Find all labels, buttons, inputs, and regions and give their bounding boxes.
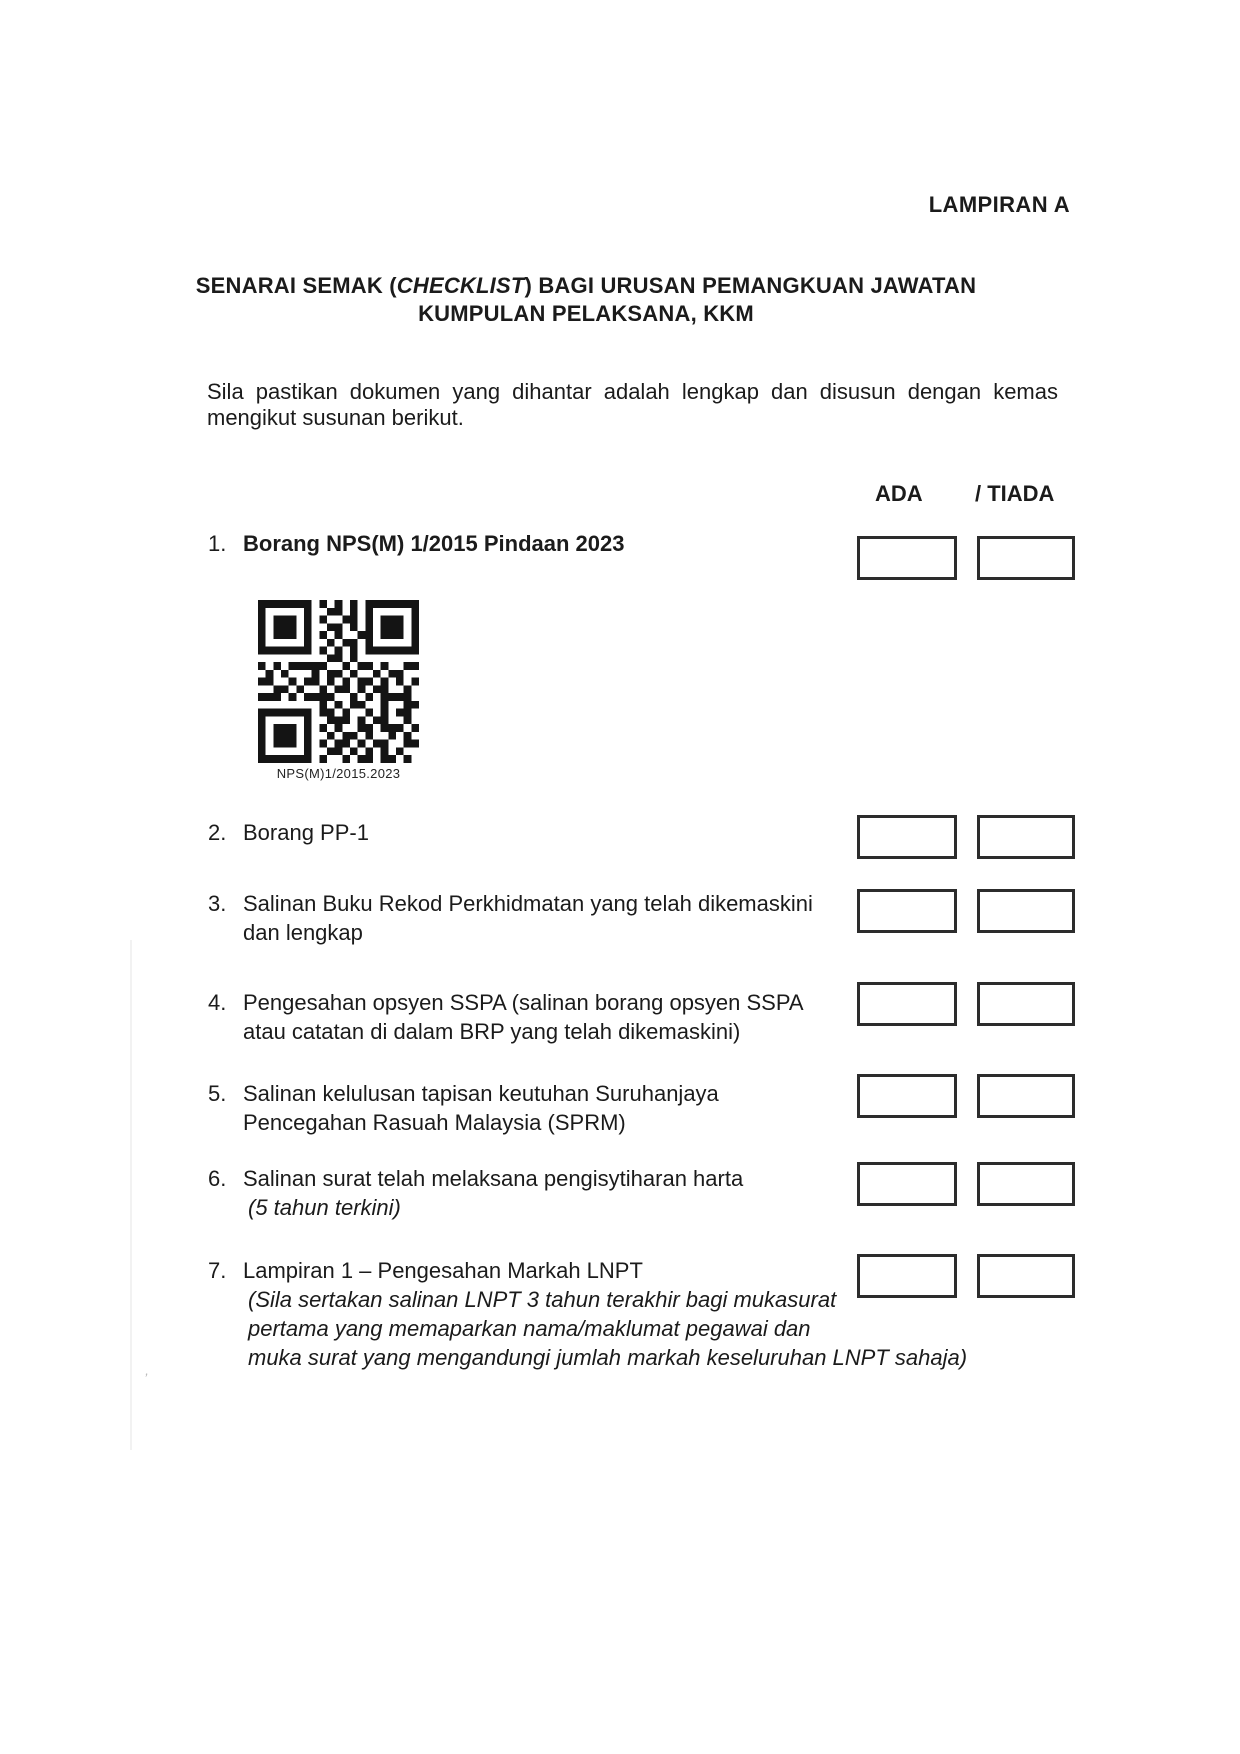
item-text: atau catatan di dalam BRP yang telah dikemaskini): [243, 1019, 741, 1044]
item-number: 4.: [208, 990, 227, 1015]
item-text: dan lengkap: [243, 920, 363, 945]
qr-code-container: [258, 600, 419, 763]
item-text: Borang PP-1: [243, 820, 369, 845]
checkbox-tiada-3[interactable]: [977, 889, 1075, 933]
checkbox-tiada-4[interactable]: [977, 982, 1075, 1026]
checklist-item-2: [208, 818, 369, 847]
item-note: muka surat yang mengandungi jumlah markah keseluruhan LNPT sahaja): [248, 1345, 968, 1370]
item-text: Salinan surat telah melaksana pengisytiharan harta: [243, 1166, 744, 1191]
checkbox-ada-4[interactable]: [857, 982, 957, 1026]
checklist-item-1: [208, 529, 624, 558]
checklist-item-4: [208, 988, 804, 1046]
item-number: 2.: [208, 820, 227, 845]
item-text: Salinan kelulusan tapisan keutuhan Suruhanjaya: [243, 1081, 719, 1106]
item-text: Salinan Buku Rekod Perkhidmatan yang telah dikemaskini: [243, 891, 813, 916]
intro-line-1: Sila pastikan dokumen yang dihantar adalah lengkap dan disusun dengan kemas: [207, 379, 1058, 404]
title-line-2: KUMPULAN PELAKSANA, KKM: [418, 301, 754, 326]
title-italic-word: CHECKLIST: [396, 273, 525, 298]
checklist-item-6: [208, 1164, 743, 1222]
intro-paragraph: [207, 379, 1058, 431]
checkbox-tiada-5[interactable]: [977, 1074, 1075, 1118]
checkbox-ada-6[interactable]: [857, 1162, 957, 1206]
title-line-1: SENARAI SEMAK (CHECKLIST) BAGI URUSAN PEMANGKUAN JAWATAN: [195, 273, 977, 298]
checkbox-ada-7[interactable]: [857, 1254, 957, 1298]
item-text: Pengesahan opsyen SSPA (salinan borang opsyen SSPA: [243, 990, 804, 1015]
column-header-tiada: / TIADA: [975, 481, 1055, 506]
checkbox-ada-2[interactable]: [857, 815, 957, 859]
item-note: pertama yang memaparkan nama/maklumat pegawai dan: [248, 1316, 811, 1341]
item-text: Borang NPS(M) 1/2015 Pindaan 2023: [243, 531, 625, 556]
item-number: 7.: [208, 1258, 227, 1283]
checklist-item-5: [208, 1079, 719, 1137]
item-number: 5.: [208, 1081, 227, 1106]
document-title: [186, 272, 986, 328]
column-header-ada: ADA: [875, 481, 923, 506]
checklist-item-7: [208, 1256, 967, 1372]
checkbox-tiada-7[interactable]: [977, 1254, 1075, 1298]
intro-line-2: mengikut susunan berikut.: [207, 405, 464, 430]
qr-caption: NPS(M)1/2015.2023: [276, 766, 401, 781]
item-note: (5 tahun terkini): [248, 1195, 401, 1220]
checklist-item-3: [208, 889, 813, 947]
item-note: (Sila sertakan salinan LNPT 3 tahun terakhir bagi mukasurat: [248, 1287, 837, 1312]
item-number: 3.: [208, 891, 227, 916]
item-text: Pencegahan Rasuah Malaysia (SPRM): [243, 1110, 626, 1135]
item-number: 6.: [208, 1166, 227, 1191]
corner-label: LAMPIRAN A: [928, 192, 1070, 217]
checkbox-tiada-2[interactable]: [977, 815, 1075, 859]
qr-code: [258, 600, 419, 763]
item-text: Lampiran 1 – Pengesahan Markah LNPT: [243, 1258, 643, 1283]
scan-artifact-mark: ‚: [144, 1361, 152, 1379]
checkbox-ada-1[interactable]: [857, 536, 957, 580]
checkbox-ada-3[interactable]: [857, 889, 957, 933]
item-number: 1.: [208, 531, 227, 556]
checkbox-tiada-1[interactable]: [977, 536, 1075, 580]
scan-artifact-streak: [130, 940, 132, 1450]
checkbox-ada-5[interactable]: [857, 1074, 957, 1118]
checkbox-tiada-6[interactable]: [977, 1162, 1075, 1206]
